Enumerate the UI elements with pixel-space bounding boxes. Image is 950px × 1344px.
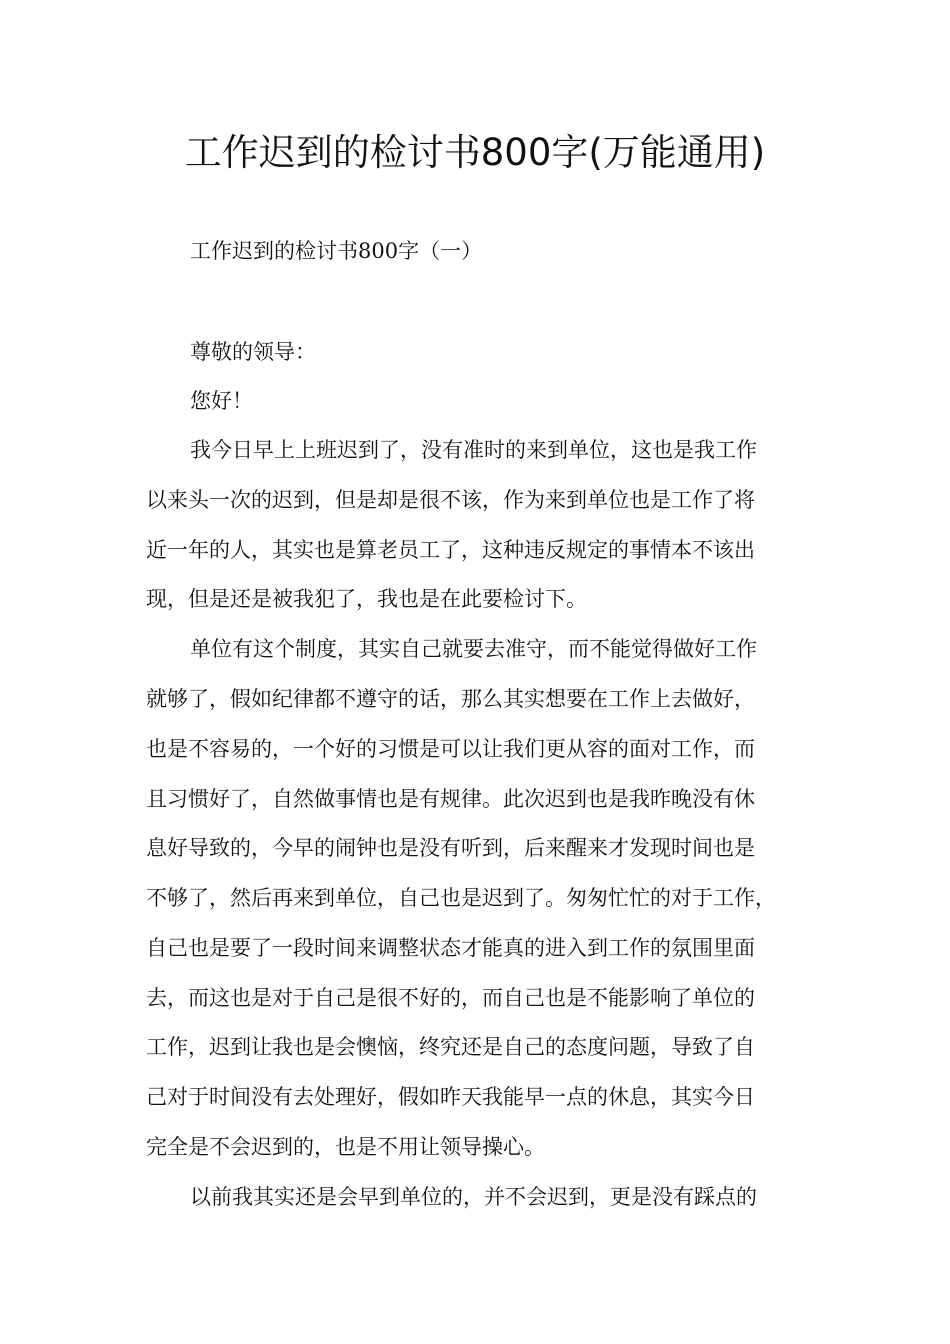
paragraph-3-line-1: 以前我其实还是会早到单位的，并不会迟到，更是没有踩点的 <box>190 1185 757 1209</box>
paragraph-1-line-3: 近一年的人，其实也是算老员工了，这种违反规定的事情本不该出 <box>146 538 755 562</box>
paragraph-2-line-11: 完全是不会迟到的，也是不用让领导操心。 <box>146 1135 545 1159</box>
paragraph-2-line-4: 且习惯好了，自然做事情也是有规律。此次迟到也是我昨晚没有休 <box>146 787 755 811</box>
paragraph-2-line-9: 工作，迟到让我也是会懊恼，终究还是自己的态度问题，导致了自 <box>146 1035 755 1059</box>
paragraph-2-line-10: 己对于时间没有去处理好，假如昨天我能早一点的休息，其实今日 <box>146 1085 755 1109</box>
paragraph-2-line-5: 息好导致的，今早的闹钟也是没有听到，后来醒来才发现时间也是 <box>146 836 755 860</box>
paragraph-2-line-3: 也是不容易的，一个好的习惯是可以让我们更从容的面对工作，而 <box>146 737 755 761</box>
paragraph-2-line-1: 单位有这个制度，其实自己就要去准守，而不能觉得做好工作 <box>190 637 757 661</box>
paragraph-2-line-6: 不够了，然后再来到单位，自己也是迟到了。匆匆忙忙的对于工作， <box>146 886 776 910</box>
document-title: 工作迟到的检讨书800字(万能通用) <box>184 131 766 174</box>
section-heading: 工作迟到的检讨书800字（一） <box>190 239 483 263</box>
paragraph-2-line-7: 自己也是要了一段时间来调整状态才能真的进入到工作的氛围里面 <box>146 936 755 960</box>
paragraph-1-line-1: 我今日早上上班迟到了，没有准时的来到单位，这也是我工作 <box>190 438 757 462</box>
paragraph-2-line-2: 就够了，假如纪律都不遵守的话，那么其实想要在工作上去做好， <box>146 687 755 711</box>
paragraph-2-line-8: 去，而这也是对于自己是很不好的，而自己也是不能影响了单位的 <box>146 986 755 1010</box>
paragraph-1-line-4: 现，但是还是被我犯了，我也是在此要检讨下。 <box>146 587 587 611</box>
paragraph-1-line-2: 以来头一次的迟到，但是却是很不该，作为来到单位也是工作了将 <box>146 488 755 512</box>
greeting: 您好！ <box>190 389 253 413</box>
salutation: 尊敬的领导： <box>190 340 316 364</box>
